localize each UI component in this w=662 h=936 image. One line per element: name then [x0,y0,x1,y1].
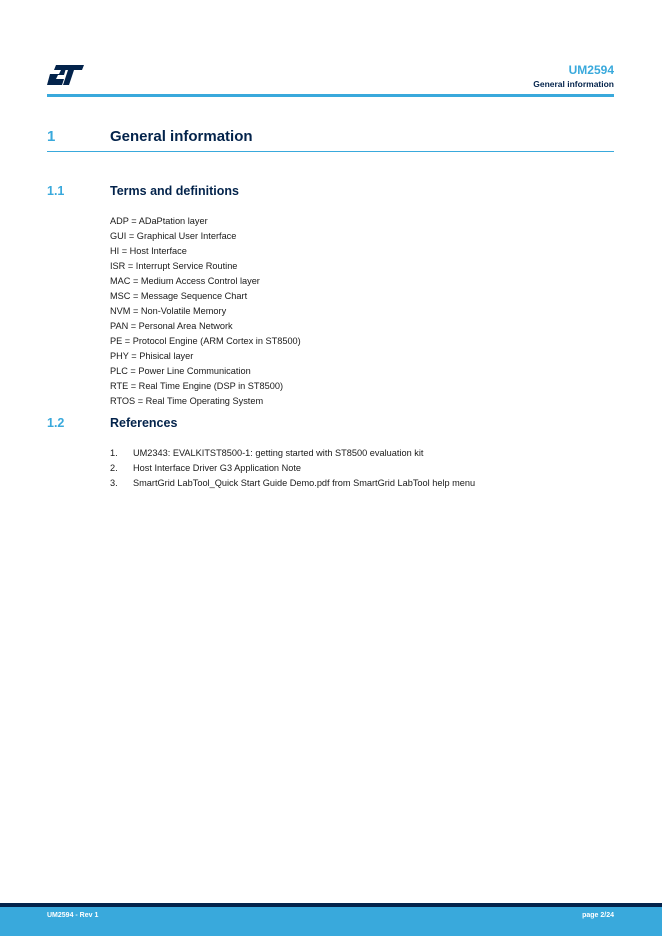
section-number: 1 [47,128,56,145]
header-doc-id: UM2594 [568,63,614,77]
term-item: PHY = Phisical layer [110,351,194,361]
reference-item [110,476,475,491]
header-section-title: General information [533,79,614,89]
st-logo [47,64,85,86]
reference-text: Host Interface Driver G3 Application Note [133,463,302,473]
footer-doc-rev: UM2594 - Rev 1 [47,912,99,919]
subsection-number-references: 1.2 [47,416,65,430]
footer-bar [0,907,662,936]
section-rule [47,151,614,152]
term-item: ADP = ADaPtation layer [110,216,208,226]
subsection-title-references: References [110,416,178,430]
reference-number: 1. [110,448,118,458]
term-item: HI = Host Interface [110,246,187,256]
section-title: General information [110,128,253,145]
reference-item [110,446,475,461]
term-item: PLC = Power Line Communication [110,366,251,376]
term-item: RTOS = Real Time Operating System [110,396,264,406]
terms-list [110,214,301,409]
reference-item [110,461,475,476]
term-item: GUI = Graphical User Interface [110,231,237,241]
reference-text: SmartGrid LabTool_Quick Start Guide Demo.pdf from SmartGrid LabTool help menu [133,478,476,488]
reference-number: 3. [110,478,118,488]
term-item: MAC = Medium Access Control layer [110,276,260,286]
subsection-title-terms: Terms and definitions [110,184,239,198]
header-rule [47,94,614,97]
term-item: NVM = Non-Volatile Memory [110,306,227,316]
term-item: ISR = Interrupt Service Routine [110,261,238,271]
term-item: PAN = Personal Area Network [110,321,233,331]
term-item: MSC = Message Sequence Chart [110,291,248,301]
term-item: RTE = Real Time Engine (DSP in ST8500) [110,381,284,391]
reference-number: 2. [110,463,118,473]
references-list [110,446,475,491]
subsection-number-terms: 1.1 [47,184,65,198]
reference-text: UM2343: EVALKITST8500-1: getting started with ST8500 evaluation kit [133,448,424,458]
footer-page-number: page 2/24 [582,912,614,919]
term-item: PE = Protocol Engine (ARM Cortex in ST8500) [110,336,301,346]
